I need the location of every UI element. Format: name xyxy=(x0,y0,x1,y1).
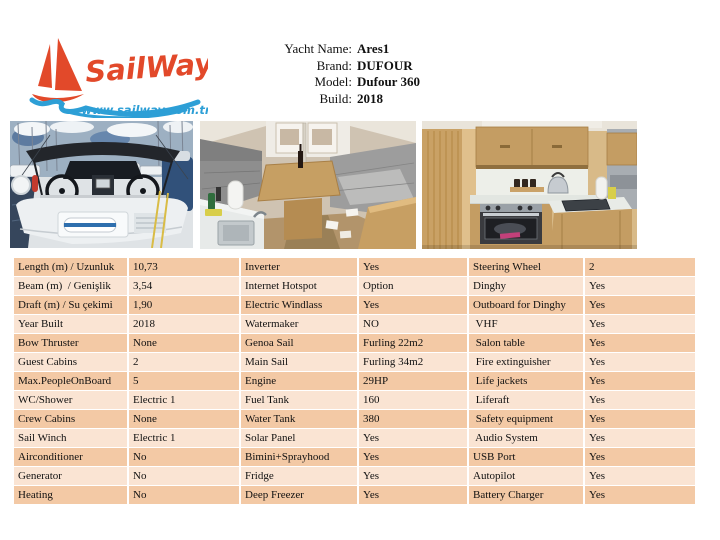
spec-label-cell: Inverter xyxy=(240,258,358,277)
spec-label-cell: Fridge xyxy=(240,467,358,486)
spec-label-cell: Dinghy xyxy=(468,277,584,296)
spec-value-cell: Yes xyxy=(358,448,468,467)
spec-label-cell: Safety equipment xyxy=(468,410,584,429)
spec-label-cell: Salon table xyxy=(468,334,584,353)
spec-label-cell: Autopilot xyxy=(468,467,584,486)
salon-interior-photo xyxy=(200,121,416,249)
spec-value-cell: Yes xyxy=(584,372,695,391)
spec-label-cell: Fire extinguisher xyxy=(468,353,584,372)
spec-value-cell: 10,73 xyxy=(128,258,240,277)
spec-label-cell: Max.PeopleOnBoard xyxy=(14,372,128,391)
spec-label-cell: Audio System xyxy=(468,429,584,448)
table-row xyxy=(14,296,695,315)
sailboat-logo-icon xyxy=(28,34,208,118)
build-row xyxy=(240,91,490,108)
spec-value-cell: Yes xyxy=(584,315,695,334)
spec-label-cell: Crew Cabins xyxy=(14,410,128,429)
spec-value-cell: Yes xyxy=(358,467,468,486)
table-row xyxy=(14,486,695,505)
table-row xyxy=(14,258,695,277)
spec-label-cell: Main Sail xyxy=(240,353,358,372)
table-row xyxy=(14,315,695,334)
spec-label-cell: Solar Panel xyxy=(240,429,358,448)
table-row xyxy=(14,467,695,486)
yacht-info-block xyxy=(240,41,490,107)
table-row xyxy=(14,391,695,410)
spec-value-cell: Yes xyxy=(584,448,695,467)
spec-value-cell: Yes xyxy=(584,277,695,296)
build-label: Build: xyxy=(319,90,352,106)
spec-label-cell: Length (m) / Uzunluk xyxy=(14,258,128,277)
spec-label-cell: Life jackets xyxy=(468,372,584,391)
spec-value-cell: Furling 34m2 xyxy=(358,353,468,372)
table-row xyxy=(14,353,695,372)
yacht-name-row xyxy=(240,41,490,58)
spec-label-cell: Bimini+Sprayhood xyxy=(240,448,358,467)
spec-value-cell: 1,90 xyxy=(128,296,240,315)
spec-value-cell: Yes xyxy=(358,486,468,505)
spec-label-cell: Airconditioner xyxy=(14,448,128,467)
spec-value-cell: 160 xyxy=(358,391,468,410)
spec-value-cell: 29HP xyxy=(358,372,468,391)
galley-interior-photo xyxy=(422,121,637,249)
spec-label-cell: Electric Windlass xyxy=(240,296,358,315)
spec-value-cell: Yes xyxy=(584,334,695,353)
spec-value-cell: 2 xyxy=(128,353,240,372)
spec-value-cell: Yes xyxy=(358,258,468,277)
brand-value: DUFOUR xyxy=(357,57,413,73)
sailway-logo xyxy=(28,34,208,118)
table-row xyxy=(14,334,695,353)
spec-label-cell: VHF xyxy=(468,315,584,334)
spec-label-cell: Year Built xyxy=(14,315,128,334)
spec-label-cell: Water Tank xyxy=(240,410,358,429)
spec-label-cell: USB Port xyxy=(468,448,584,467)
spec-value-cell: Yes xyxy=(584,467,695,486)
model-value: Dufour 360 xyxy=(357,74,420,89)
spec-value-cell: No xyxy=(128,467,240,486)
spec-label-cell: Sail Winch xyxy=(14,429,128,448)
table-row xyxy=(14,448,695,467)
specs-table xyxy=(14,258,695,505)
logo-url-text: www.sailway.com.tr xyxy=(81,103,208,117)
spec-label-cell: Battery Charger xyxy=(468,486,584,505)
spec-label-cell: Engine xyxy=(240,372,358,391)
brand-row xyxy=(240,58,490,75)
spec-label-cell: Fuel Tank xyxy=(240,391,358,410)
spec-value-cell: Yes xyxy=(584,410,695,429)
spec-value-cell: 2 xyxy=(584,258,695,277)
table-row xyxy=(14,429,695,448)
table-row xyxy=(14,410,695,429)
spec-value-cell: Yes xyxy=(584,429,695,448)
spec-value-cell: Yes xyxy=(584,296,695,315)
spec-value-cell: No xyxy=(128,448,240,467)
spec-value-cell: Yes xyxy=(358,296,468,315)
spec-value-cell: None xyxy=(128,334,240,353)
spec-value-cell: Electric 1 xyxy=(128,391,240,410)
spec-label-cell: Outboard for Dinghy xyxy=(468,296,584,315)
spec-label-cell: Beam (m) / Genişlik xyxy=(14,277,128,296)
model-row xyxy=(240,74,490,91)
table-row xyxy=(14,372,695,391)
spec-value-cell: None xyxy=(128,410,240,429)
spec-value-cell: Option xyxy=(358,277,468,296)
brand-label: Brand: xyxy=(316,57,352,73)
spec-value-cell: No xyxy=(128,486,240,505)
spec-label-cell: WC/Shower xyxy=(14,391,128,410)
spec-value-cell: 5 xyxy=(128,372,240,391)
spec-label-cell: Liferaft xyxy=(468,391,584,410)
spec-label-cell: Steering Wheel xyxy=(468,258,584,277)
spec-label-cell: Draft (m) / Su çekimi xyxy=(14,296,128,315)
build-value: 2018 xyxy=(357,90,383,106)
spec-value-cell: Electric 1 xyxy=(128,429,240,448)
spec-value-cell: 3,54 xyxy=(128,277,240,296)
spec-label-cell: Watermaker xyxy=(240,315,358,334)
yacht-name-value: Ares1 xyxy=(357,41,390,56)
spec-value-cell: 380 xyxy=(358,410,468,429)
spec-value-cell: Yes xyxy=(584,391,695,410)
spec-value-cell: Yes xyxy=(584,353,695,372)
spec-label-cell: Bow Thruster xyxy=(14,334,128,353)
spec-value-cell: Yes xyxy=(584,486,695,505)
spec-label-cell: Generator xyxy=(14,467,128,486)
spec-label-cell: Guest Cabins xyxy=(14,353,128,372)
model-label: Model: xyxy=(314,74,352,89)
spec-value-cell: 2018 xyxy=(128,315,240,334)
spec-label-cell: Deep Freezer xyxy=(240,486,358,505)
yacht-name-label: Yacht Name: xyxy=(284,41,352,56)
spec-value-cell: NO xyxy=(358,315,468,334)
spec-value-cell: Furling 22m2 xyxy=(358,334,468,353)
spec-label-cell: Heating xyxy=(14,486,128,505)
brand-text: SailWay xyxy=(84,46,208,89)
yacht-stern-exterior-photo xyxy=(10,121,193,248)
spec-label-cell: Genoa Sail xyxy=(240,334,358,353)
table-row xyxy=(14,277,695,296)
spec-value-cell: Yes xyxy=(358,429,468,448)
spec-label-cell: Internet Hotspot xyxy=(240,277,358,296)
